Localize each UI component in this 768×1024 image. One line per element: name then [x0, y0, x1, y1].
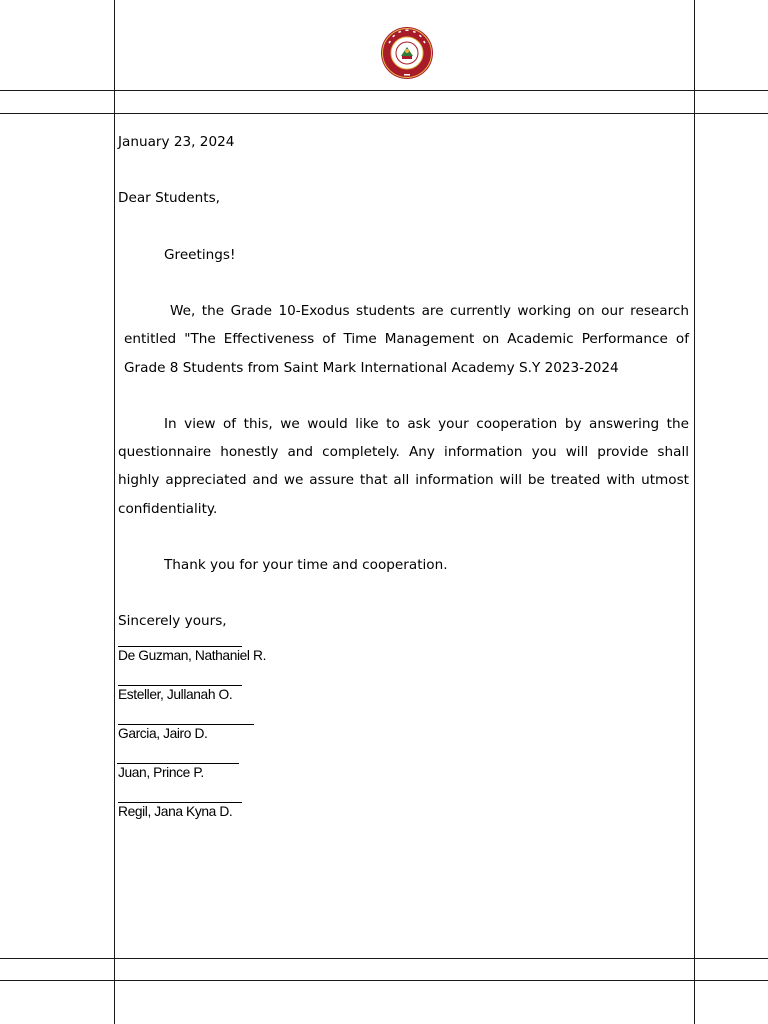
signatory-name: De Guzman, Nathaniel R. [118, 647, 267, 663]
footer-line-top [0, 958, 768, 959]
signature-block [118, 724, 689, 743]
signature-block [118, 802, 689, 821]
signatory-name: Garcia, Jairo D. [118, 725, 208, 741]
letter-paragraph-2: In view of this, we would like to ask your cooperation by answering the questionnaire honestly and completely. Any information you will provide shall highly appreciated and we assure that all information will be treated with utmost confidentiality. [118, 415, 689, 517]
footer-line-bottom [0, 980, 768, 981]
school-seal-logo [380, 26, 434, 80]
signatory-name: Esteller, Jullanah O. [118, 686, 233, 702]
letter-date: January 23, 2024 [118, 134, 235, 150]
letter-closing: Sincerely yours, [118, 613, 227, 630]
header-line-top [0, 90, 768, 91]
signature-block [118, 763, 689, 782]
signatory-name: Juan, Prince P. [118, 764, 204, 780]
letter-body [118, 128, 689, 841]
letter-thanks: Thank you for your time and cooperation. [164, 556, 448, 573]
signature-block [118, 685, 689, 704]
signature-block [118, 646, 689, 665]
header-line-bottom [0, 113, 768, 114]
letter-salutation: Dear Students, [118, 190, 220, 207]
right-margin-line [694, 0, 695, 1024]
letter-greeting: Greetings! [164, 246, 236, 263]
letter-paragraph-1: We, the Grade 10-Exodus students are currently working on our research entitled "The Effectiveness of Time Management on Academic Performance of Grade 8 Students from Saint Mark International Academy S.Y 2023-2024 [124, 303, 689, 376]
left-margin-line [114, 0, 115, 1024]
signatory-name: Regil, Jana Kyna D. [118, 803, 233, 819]
